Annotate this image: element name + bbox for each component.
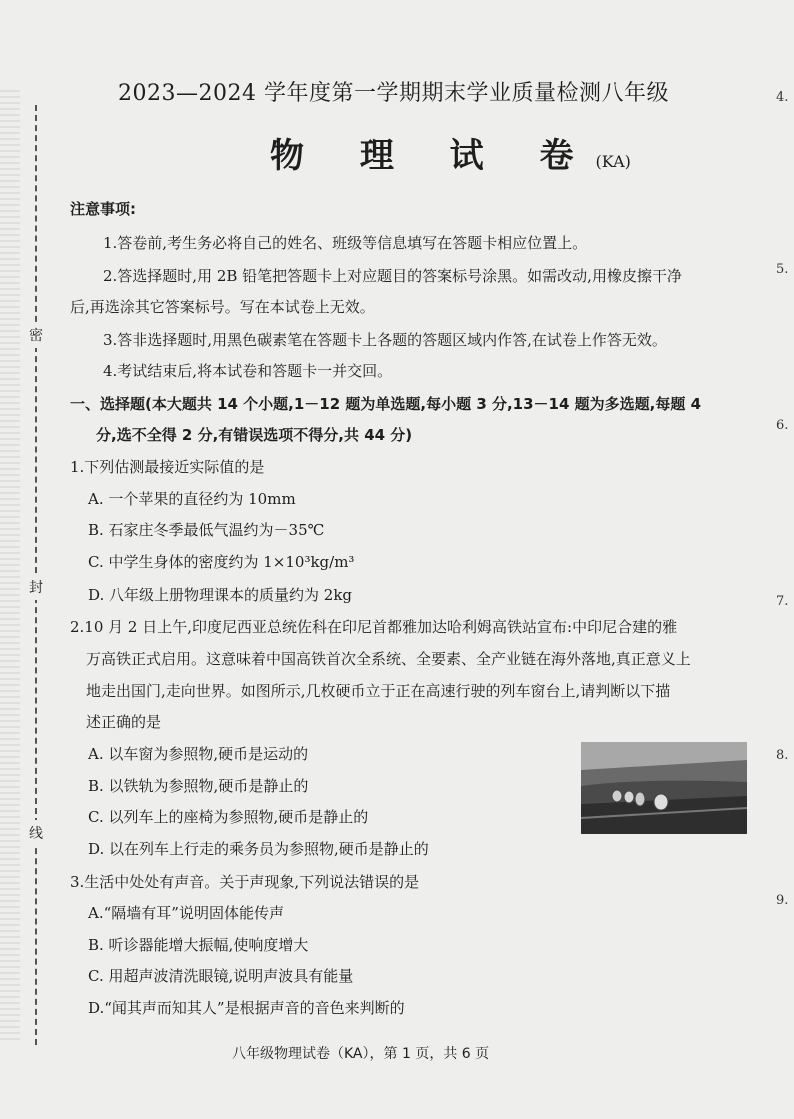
question-3-option-b: B. 听诊器能增大振幅,使响度增大 xyxy=(88,936,309,954)
section-heading-cont: 分,选不全得 2 分,有错误选项不得分,共 44 分) xyxy=(96,426,413,444)
notice-item: 1.答卷前,考生务必将自己的姓名、班级等信息填写在答题卡相应位置上。 xyxy=(103,234,588,252)
binding-strip xyxy=(0,90,20,1040)
section-heading: 一、选择题(本大题共 14 个小题,1－12 题为单选题,每小题 3 分,13－14 题为多选题,每题 4 xyxy=(70,395,702,413)
question-2-stem-cont: 地走出国门,走向世界。如图所示,几枚硬币立于正在高速行驶的列车窗台上,请判断以下描 xyxy=(86,682,671,700)
question-1-option-c: C. 中学生身体的密度约为 1×10³kg/m³ xyxy=(88,553,355,571)
question-1-option-b: B. 石家庄冬季最低气温约为－35℃ xyxy=(88,521,325,539)
seal-word-feng: 封 xyxy=(29,574,43,600)
notice-item-continued: 后,再选涂其它答案标号。写在本试卷上无效。 xyxy=(70,298,375,316)
question-3-option-c: C. 用超声波清洗眼镜,说明声波具有能量 xyxy=(88,967,354,985)
train-coins-photo xyxy=(581,742,747,834)
next-page-fragment: 6. xyxy=(776,418,789,433)
train-coins-illustration xyxy=(581,742,747,834)
notice-heading: 注意事项: xyxy=(70,200,136,218)
next-page-fragment: 8. xyxy=(776,748,789,763)
paper-version: (KA) xyxy=(595,152,631,171)
question-1-option-d: D. 八年级上册物理课本的质量约为 2kg xyxy=(88,586,353,604)
notice-item: 4.考试结束后,将本试卷和答题卡一并交回。 xyxy=(103,362,393,380)
notice-item: 2.答选择题时,用 2B 铅笔把答题卡上对应题目的答案标号涂黑。如需改动,用橡皮擦干净 xyxy=(103,267,682,285)
question-2-option-d: D. 以在列车上行走的乘务员为参照物,硬币是静止的 xyxy=(88,840,429,858)
subject-title-text: 物 理 试 卷 xyxy=(270,136,596,176)
next-page-fragment: 4. xyxy=(776,90,789,105)
next-page-fragment: 5. xyxy=(776,262,789,277)
question-2-stem: 2.10 月 2 日上午,印度尼西亚总统佐科在印尼首都雅加达哈利姆高铁站宣布:中印尼合建的雅 xyxy=(70,618,678,636)
next-page-fragment: 7. xyxy=(776,594,789,609)
question-3-option-d: D.“闻其声而知其人”是根据声音的音色来判断的 xyxy=(88,999,405,1017)
seal-word-xian: 线 xyxy=(29,820,43,846)
question-2-stem-cont: 述正确的是 xyxy=(86,713,162,731)
notice-item: 3.答非选择题时,用黑色碳素笔在答题卡上各题的答题区域内作答,在试卷上作答无效。 xyxy=(103,331,667,349)
page-footer: 八年级物理试卷（KA），第 1 页，共 6 页 xyxy=(232,1046,490,1062)
question-2-option-b: B. 以铁轨为参照物,硬币是静止的 xyxy=(88,777,309,795)
exam-title: 2023—2024 学年度第一学期期末学业质量检测八年级 xyxy=(118,81,669,106)
subject-title xyxy=(270,128,631,177)
question-2-stem-cont: 万高铁正式启用。这意味着中国高铁首次全系统、全要素、全产业链在海外落地,真正意义上 xyxy=(86,650,691,668)
question-3-option-a: A.“隔墙有耳”说明固体能传声 xyxy=(88,904,284,922)
question-1-option-a: A. 一个苹果的直径约为 10mm xyxy=(88,490,296,508)
question-2-option-a: A. 以车窗为参照物,硬币是运动的 xyxy=(88,745,309,763)
next-page-fragment: 9. xyxy=(776,893,789,908)
question-3-stem: 3.生活中处处有声音。关于声现象,下列说法错误的是 xyxy=(70,873,420,891)
seal-word-mi: 密 xyxy=(29,322,43,348)
question-1-stem: 1.下列估测最接近实际值的是 xyxy=(70,458,265,476)
question-2-option-c: C. 以列车上的座椅为参照物,硬币是静止的 xyxy=(88,808,369,826)
